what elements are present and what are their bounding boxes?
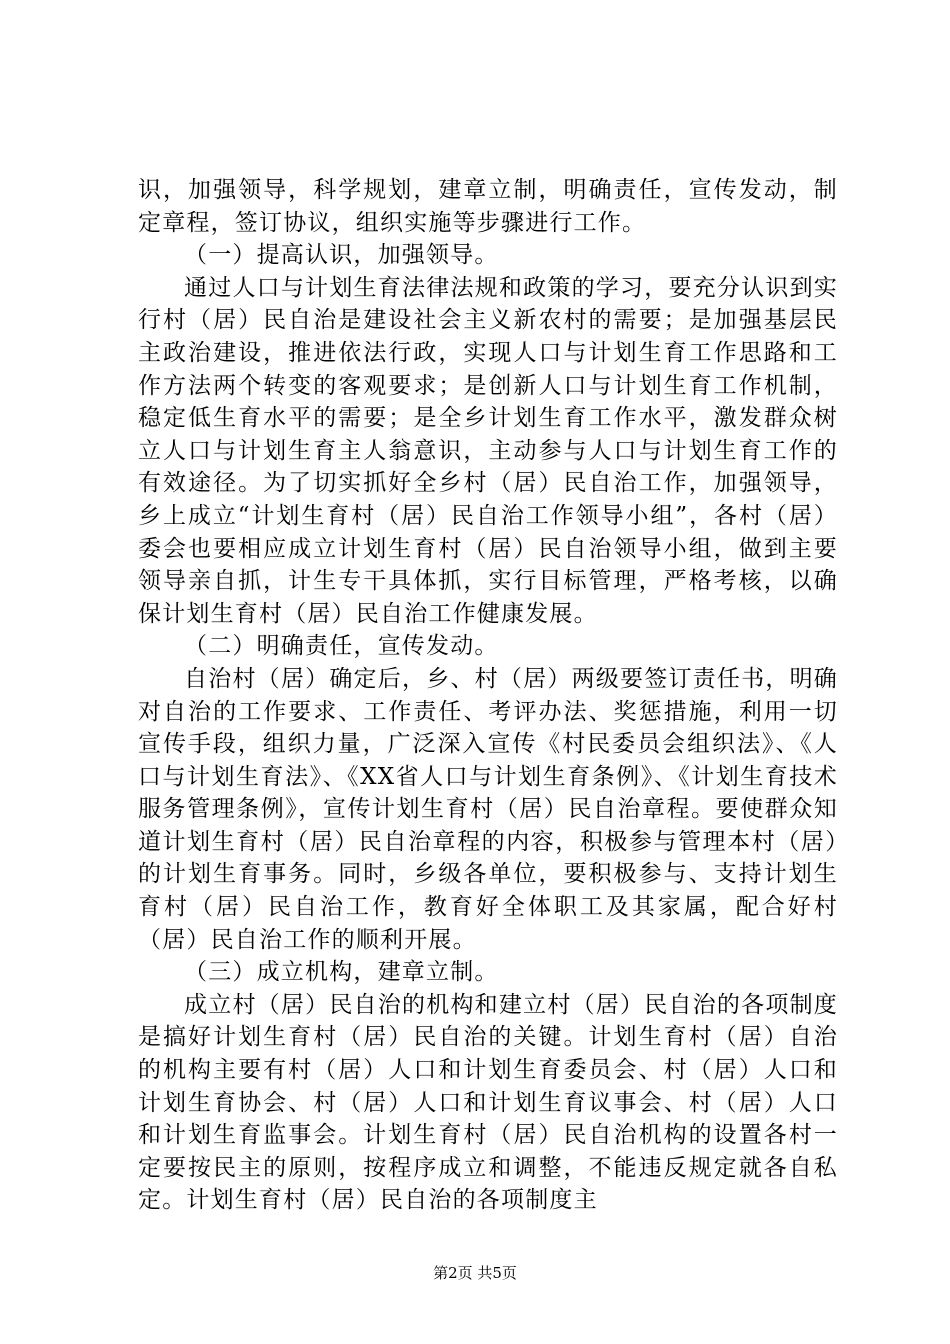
document-body — [138, 174, 838, 1217]
paragraph: 成立村（居）民自治的机构和建立村（居）民自治的各项制度是搞好计划生育村（居）民自治的关键。计划生育村（居）自治的机构主要有村（居）人口和计划生育委员会、村（居）人口和计划生育协会、村（居）人口和计划生育议事会、村（居）人口和计划生育监事会。计划生育村（居）民自治机构的设置各村一定要按民主的原则，按程序成立和调整，不能违反规定就各自私定。计划生育村（居）民自治的各项制度主 — [138, 991, 838, 1214]
paragraph-continuation: 识，加强领导，科学规划，建章立制，明确责任，宣传发动，制定章程，签订协议，组织实施等步骤进行工作。 — [138, 177, 838, 236]
section-heading-1: （一）提高认识，加强领导。 — [184, 242, 499, 269]
page-number-footer: 第2页 共5页 — [433, 1264, 517, 1282]
paragraph: 通过人口与计划生育法律法规和政策的学习，要充分认识到实行村（居）民自治是建设社会主义新农村的需要；是加强基层民主政治建设，推进依法行政，实现人口与计划生育工作思路和工作方法两个转变的客观要求；是创新人口与计划生育工作机制，稳定低生育水平的需要；是全乡计划生育工作水平，激发群众树立人口与计划生育主人翁意识，主动参与人口与计划生育工作的有效途径。为了切实抓好全乡村（居）民自治工作，加强领导，乡上成立“计划生育村（居）民自治工作领导小组”，各村（居）委会也要相应成立计划生育村（居）民自治领导小组，做到主要领导亲自抓，计生专干具体抓，实行目标管理，严格考核，以确保计划生育村（居）民自治工作健康发展。 — [138, 274, 838, 627]
section-heading-2: （二）明确责任，宣传发动。 — [184, 633, 499, 660]
section-heading-3: （三）成立机构，建章立制。 — [184, 959, 499, 986]
paragraph: 自治村（居）确定后，乡、村（居）两级要签订责任书，明确对自治的工作要求、工作责任、考评办法、奖惩措施，利用一切宣传手段，组织力量，广泛深入宣传《村民委员会组织法》、《人口与计划生育法》、《XX省人口与计划生育条例》、《计划生育技术服务管理条例》，宣传计划生育村（居）民自治章程。要使群众知道计划生育村（居）民自治章程的内容，积极参与管理本村（居）的计划生育事务。同时，乡级各单位，要积极参与、支持计划生育村（居）民自治工作，教育好全体职工及其家属，配合好村（居）民自治工作的顺利开展。 — [138, 665, 838, 953]
